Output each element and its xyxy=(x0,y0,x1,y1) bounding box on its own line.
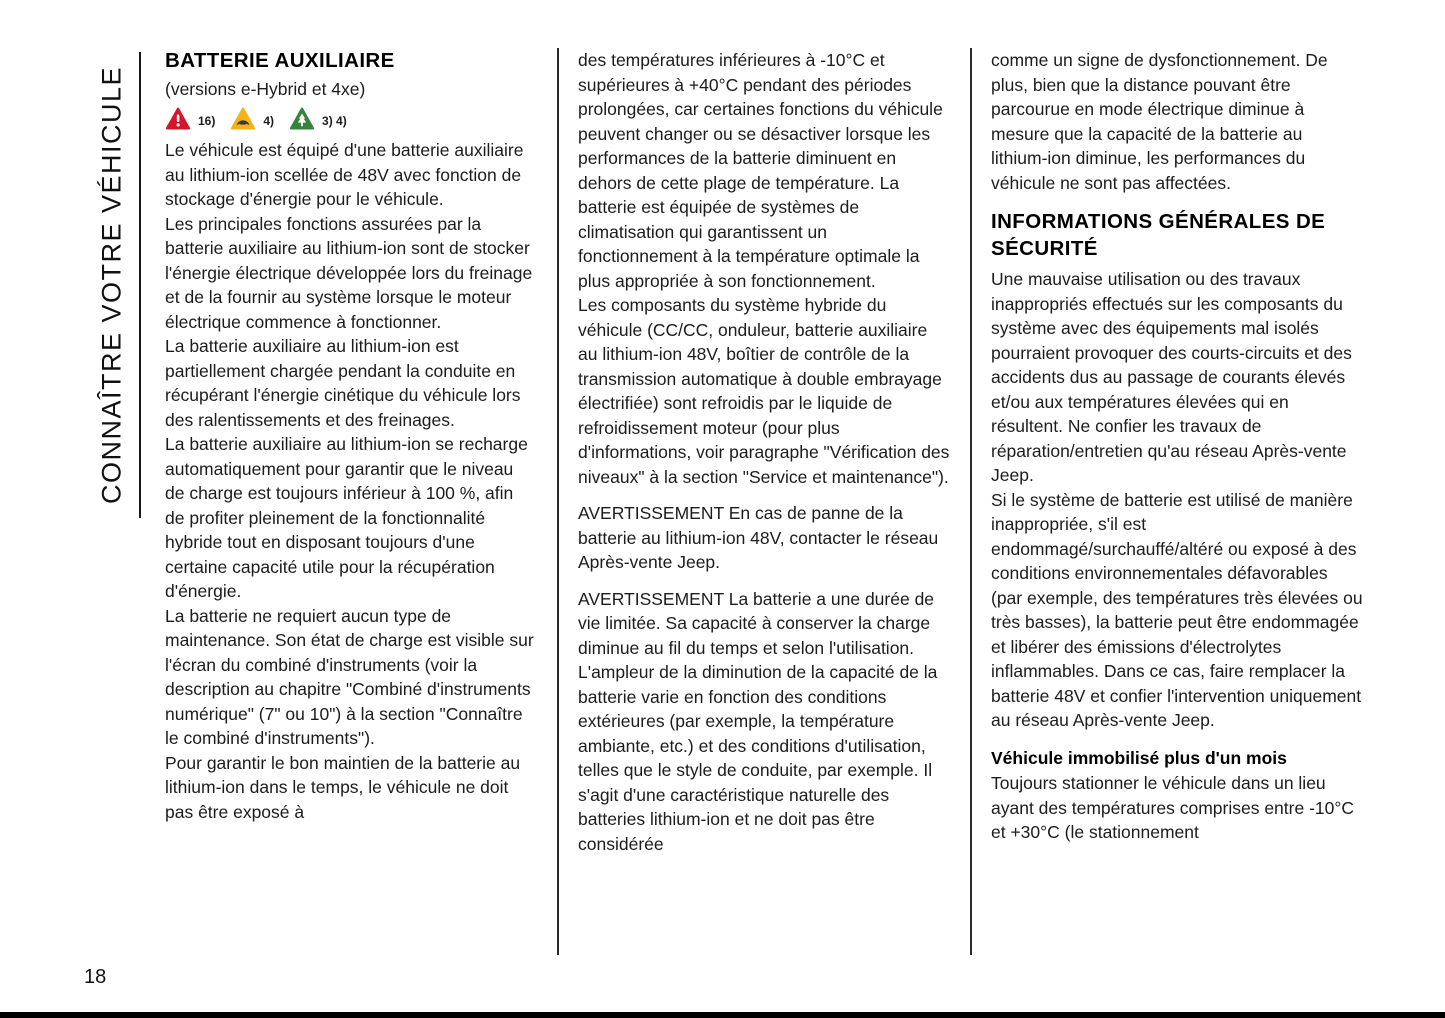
column-3 xyxy=(991,48,1363,845)
body-paragraph: Le véhicule est équipé d'une batterie auxiliaire au lithium-ion scellée de 48V avec fonction de stockage d'énergie pour le véhicule. xyxy=(165,140,524,210)
body-paragraph: Toujours stationner le véhicule dans un lieu ayant des températures comprises entre -10°C et +30°C (le stationnement xyxy=(991,773,1354,843)
vehicle-caution-icon xyxy=(230,107,256,130)
body-paragraph: Une mauvaise utilisation ou des travaux inappropriés effectués sur les composants du système avec des équipements mal isolés pourraient provoquer des courts-circuits et des accidents dus au passage de courants élevés et/ou aux températures élevées qui en résultent. Ne confier les travaux de réparation/entretien qu'au réseau Après-vente Jeep. xyxy=(991,269,1352,486)
body-paragraph: des températures inférieures à -10°C et supérieures à +40°C pendant des périodes prolongées, car certaines fonctions du véhicule peuvent changer ou se désactiver lorsque les performances de la batterie diminuent en dehors de cette plage de température. La batterie est équipée de systèmes de climatisation qui garantissent un fonctionnement à la température optimale la plus appropriée à son fonctionnement. xyxy=(578,50,943,291)
body-paragraph: La batterie auxiliaire au lithium-ion se recharge automatiquement pour garantir que le niveau de charge est toujours inférieur à 100 %, afin de profiter pleinement de la fonctionnalité hybride tout en disposant toujours d'une certaine capacité utile pour la récupération d'énergie. xyxy=(165,434,528,602)
chapter-title-vertical: CONNAÎTRE VOTRE VÉHICULE xyxy=(96,65,127,505)
column-divider xyxy=(970,48,972,955)
warning-paragraph: AVERTISSEMENT La batterie a une durée de vie limitée. Sa capacité à conserver la charge diminue au fil du temps et selon l'utilisation. L'ampleur de la diminution de la capacité de la batterie varie en fonction des conditions extérieures (par exemple, la température ambiante, etc.) et des conditions d'utilisation, telles que le style de conduite, par exemple. Il s'agit d'une caractéristique naturelle des batteries lithium-ion et ne doit pas être considérée xyxy=(578,588,938,854)
column-1 xyxy=(165,48,537,824)
body-paragraph: Les composants du système hybride du véhicule (CC/CC, onduleur, batterie auxiliaire au lithium-ion 48V, boîtier de contrôle de la transmission automatique à double embrayage électrifiée) sont refroidis par le liquide de refroidissement moteur (pour plus d'informations, voir paragraphe "Vérification des niveaux" à la section "Service et maintenance"). xyxy=(578,295,950,487)
environment-icon xyxy=(289,107,315,130)
section-heading: BATTERIE AUXILIAIRE xyxy=(165,49,395,72)
reference-icons-row xyxy=(165,107,537,130)
immobilized-heading: Véhicule immobilisé plus d'un mois xyxy=(991,747,1287,768)
body-paragraph: comme un signe de dysfonctionnement. De plus, bien que la distance pouvant être parcourue en mode électrique diminue à mesure que la capacité de la batterie au lithium-ion diminue, les performances du véhicule ne sont pas affectées. xyxy=(991,50,1328,193)
section-subheading: (versions e-Hybrid et 4xe) xyxy=(165,78,366,99)
body-paragraph: La batterie ne requiert aucun type de maintenance. Son état de charge est visible sur l'écran du combiné d'instruments (voir la description au chapitre "Combiné d'instruments numérique" (7" ou 10") à la section "Connaître le combiné d'instruments"). xyxy=(165,605,534,749)
safety-section-heading: INFORMATIONS GÉNÉRALES DE SÉCURITÉ xyxy=(991,210,1326,260)
page-number: 18 xyxy=(84,966,107,988)
column-2 xyxy=(578,48,950,856)
environment-ref: 3) 4) xyxy=(322,114,347,129)
warning-paragraph: AVERTISSEMENT En cas de panne de la batterie au lithium-ion 48V, contacter le réseau Après-vente Jeep. xyxy=(578,503,939,572)
vehicle-caution-ref: 4) xyxy=(263,114,275,129)
body-paragraph: Pour garantir le bon maintien de la batterie au lithium-ion dans le temps, le véhicule ne doit pas être exposé à xyxy=(165,752,521,822)
sidebar-rule xyxy=(139,52,141,518)
page-bottom-edge xyxy=(0,1012,1445,1018)
safety-warning-ref: 16) xyxy=(198,114,216,129)
body-paragraph: La batterie auxiliaire au lithium-ion est partiellement chargée pendant la conduite en récupérant l'énergie cinétique du véhicule lors des ralentissements et des freinages. xyxy=(165,336,521,430)
body-paragraph: Si le système de batterie est utilisé de manière inappropriée, s'il est endommagé/surchauffé/altéré ou exposé à des conditions environnementales défavorables (par exemple, des températures très élevées ou très basses), la batterie peut être endommagée et libérer des émissions d'électrolytes inflammables. Dans ce cas, faire remplacer la batterie 48V et confier l'intervention uniquement au réseau Après-vente Jeep. xyxy=(991,489,1363,731)
column-divider xyxy=(557,48,559,955)
safety-warning-icon xyxy=(165,107,191,130)
body-paragraph: Les principales fonctions assurées par la batterie auxiliaire au lithium-ion sont de stocker l'énergie électrique développée lors du freinage et de la fournir au système lorsque le moteur électrique commence à fonctionner. xyxy=(165,213,533,332)
